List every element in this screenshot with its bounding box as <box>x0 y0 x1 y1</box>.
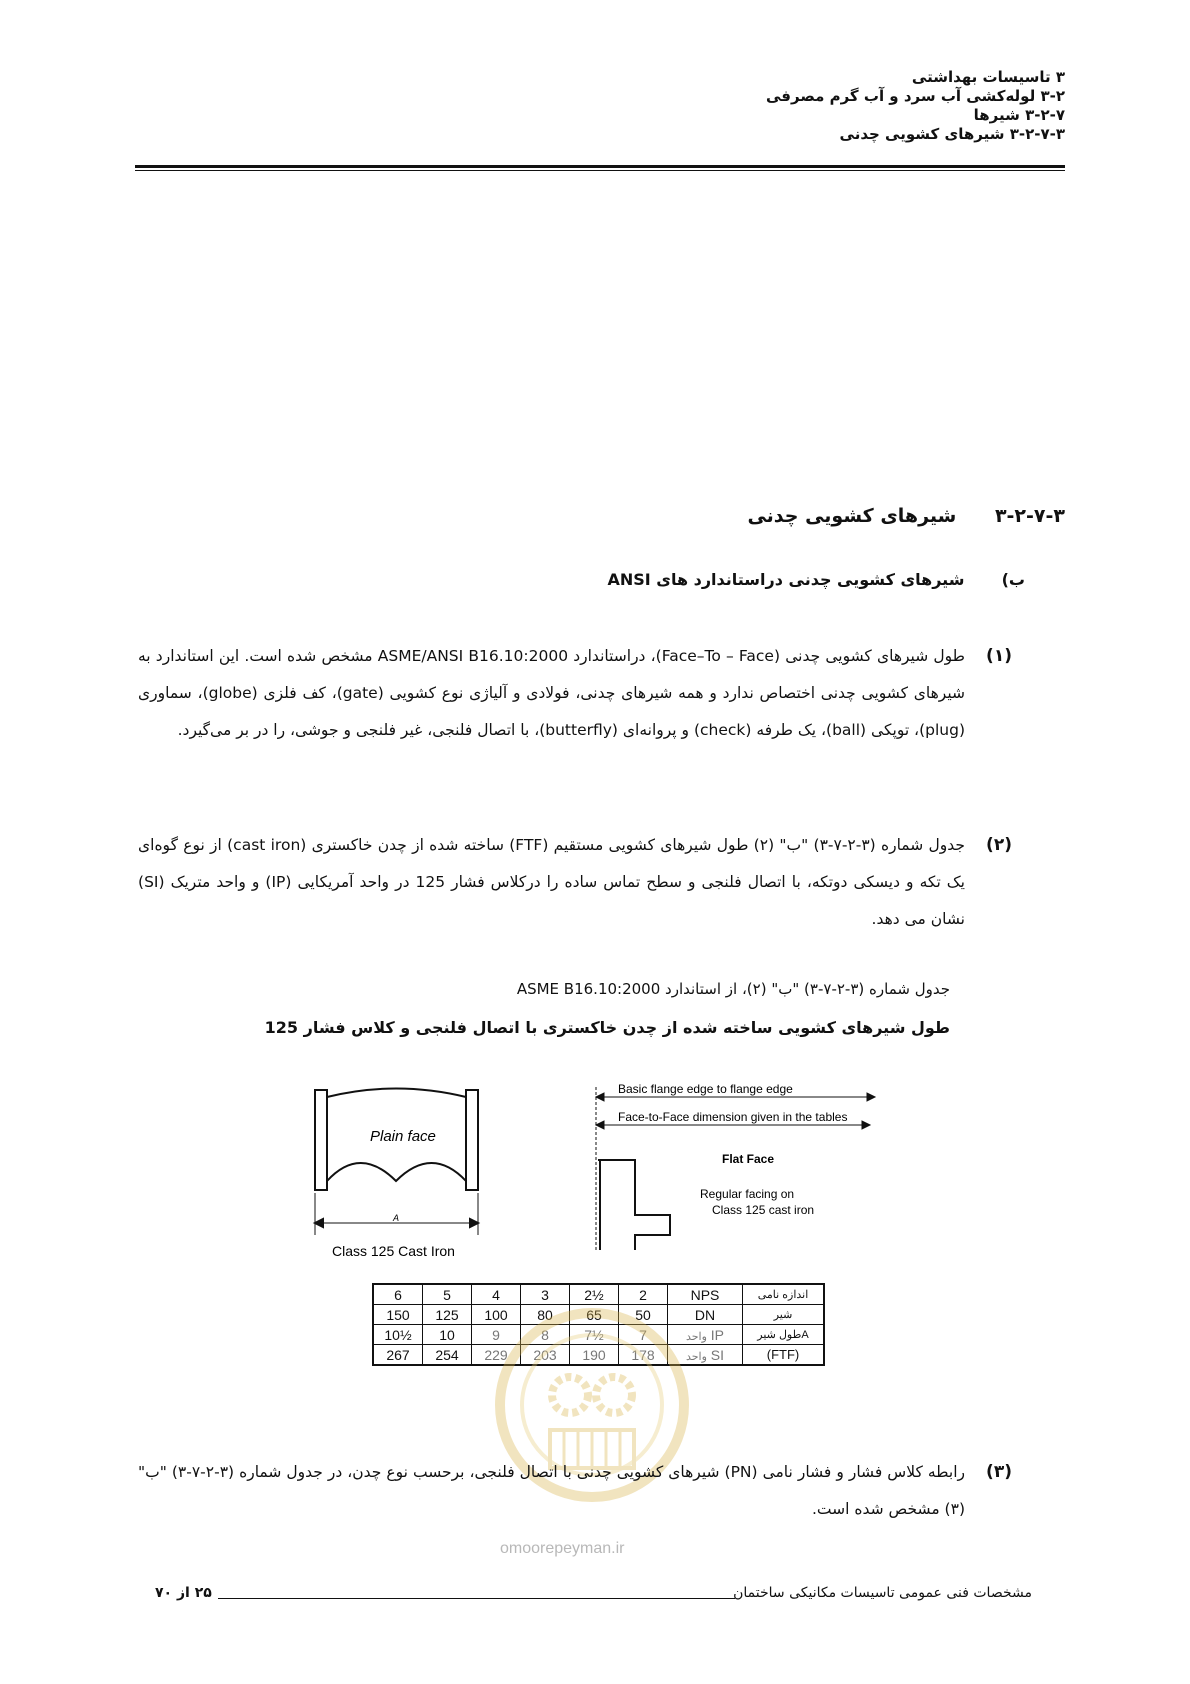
ip-cell: 9 <box>472 1325 521 1345</box>
paragraph-text: رابطه کلاس فشار و فشار نامی (PN) شیرهای کشویی چدنی با اتصال فلنجی، برحسب نوع چدن، در جدول شماره (۳-۲-۷-۳) "ب" (۳) مشخص شده است. <box>138 1463 965 1518</box>
si-cell: 254 <box>423 1345 472 1366</box>
section-title: شیرهای کشویی چدنی <box>747 505 957 527</box>
si-label: SI <box>710 1346 725 1363</box>
nps-cell: 3 <box>521 1284 570 1305</box>
ip-cell: 10½ <box>373 1325 423 1345</box>
dn-cell: 125 <box>423 1305 472 1325</box>
regular-facing-label-1: Regular facing on <box>700 1187 795 1201</box>
nps-label: NPS <box>668 1284 743 1305</box>
ip-cell: 8 <box>521 1325 570 1345</box>
dn-cell: 50 <box>619 1305 668 1325</box>
subsection-label: ب) <box>1001 570 1025 589</box>
dn-label: DN <box>668 1305 743 1325</box>
dim-a-label: A <box>392 1213 400 1223</box>
section-number: ۳-۲-۷-۳ <box>994 505 1065 527</box>
ftf-label: (FTF) <box>743 1345 825 1366</box>
class-caption: Class 125 Cast Iron <box>332 1243 455 1259</box>
dn-cell: 100 <box>472 1305 521 1325</box>
header-line-3: ۳-۲-۷ شیرها <box>973 106 1065 124</box>
si-cell: 178 <box>619 1345 668 1366</box>
header-line-4: ۳-۲-۷-۳ شیرهای کشویی چدنی <box>839 125 1065 143</box>
nps-cell: 6 <box>373 1284 423 1305</box>
si-cell: 267 <box>373 1345 423 1366</box>
table-title: طول شیرهای کشویی ساخته شده از چدن خاکستری با اتصال فلنجی و کلاس فشار 125 <box>264 1018 950 1037</box>
nps-cell: 2½ <box>570 1284 619 1305</box>
paragraph-2 <box>138 827 1012 938</box>
si-cell: 229 <box>472 1345 521 1366</box>
nps-cell: 5 <box>423 1284 472 1305</box>
unit-word: واحد <box>685 1330 707 1343</box>
header-rule-thick <box>135 165 1065 168</box>
regular-facing-label-2: Class 125 cast iron <box>712 1203 815 1217</box>
paragraph-number: (۳) <box>986 1462 1012 1482</box>
header-line-2: ۳-۲ لوله‌کشی آب سرد و آب گرم مصرفی <box>765 87 1065 105</box>
subsection-heading <box>607 570 1025 589</box>
face-to-face-label: Face-to-Face dimension given in the tables <box>618 1110 848 1124</box>
length-label: Aطول شیر <box>743 1325 825 1345</box>
basic-flange-label: Basic flange edge to flange edge <box>618 1082 793 1096</box>
nps-cell: 4 <box>472 1284 521 1305</box>
unit-word: واحد <box>685 1350 707 1363</box>
header-line-1: ۳ تاسیسات بهداشتی <box>911 68 1065 86</box>
footer-rule <box>218 1598 735 1599</box>
flat-face-label: Flat Face <box>722 1152 775 1166</box>
si-cell: 203 <box>521 1345 570 1366</box>
dn-cell: 65 <box>570 1305 619 1325</box>
nominal-label-1: اندازه نامی <box>743 1284 825 1305</box>
paragraph-1 <box>138 638 1012 749</box>
nps-cell: 2 <box>619 1284 668 1305</box>
si-cell: 190 <box>570 1345 619 1366</box>
ip-label: IP <box>710 1326 725 1343</box>
paragraph-number: (۱) <box>986 646 1012 666</box>
ip-cell: 7½ <box>570 1325 619 1345</box>
paragraph-3 <box>138 1454 1012 1528</box>
nominal-label-2: شیر <box>743 1305 825 1325</box>
watermark-text: omoorepeyman.ir <box>500 1540 625 1557</box>
ip-cell: 7 <box>619 1325 668 1345</box>
footer-title: مشخصات فنی عمومی تاسیسات مکانیکی ساختمان <box>733 1585 1032 1601</box>
section-heading <box>747 505 1065 527</box>
dn-cell: 150 <box>373 1305 423 1325</box>
paragraph-number: (۲) <box>986 835 1012 855</box>
ip-cell: 10 <box>423 1325 472 1345</box>
page-header <box>135 68 1065 144</box>
paragraph-text: طول شیرهای کشویی چدنی (Face–To – Face)، دراستاندارد ASME/ANSI B16.10:2000 مشخص شده است. این استاندارد به شیرهای کشویی چدنی اختصاص ندارد و همه شیرهای چدنی، فولادی و آلیاژی نوع کشویی (gate)، کف فلزی (globe)، سماوری (plug)، توپکی (ball)، یک طرفه (check) و پروانه‌ای (butterfly)، با اتصال فلنجی، غیر فلنجی و جوشی، را در بر می‌گیرد. <box>138 647 966 739</box>
subsection-title: شیرهای کشویی چدنی دراستاندارد های ANSI <box>607 570 965 589</box>
header-rule-thin <box>135 170 1065 171</box>
footer-page-number: ۲۵ از ۷۰ <box>155 1585 212 1601</box>
plain-face-label: Plain face <box>370 1128 436 1145</box>
dn-cell: 80 <box>521 1305 570 1325</box>
table-caption: جدول شماره (۳-۲-۷-۳) "ب" (۲)، از استاندارد ASME B16.10:2000 <box>516 980 950 998</box>
paragraph-text: جدول شماره (۳-۲-۷-۳) "ب" (۲) طول شیرهای کشویی مستقیم (FTF) ساخته شده از چدن خاکستری (cast iron) از نوع گوه‌ای یک تکه و دیسکی دوتکه، با اتصال فلنجی و سطح تماس ساده را درکلاس فشار 125 در واحد آمریکایی (IP) و واحد متریک (SI) نشان می دهد. <box>138 836 965 928</box>
valve-figure <box>300 1075 880 1275</box>
